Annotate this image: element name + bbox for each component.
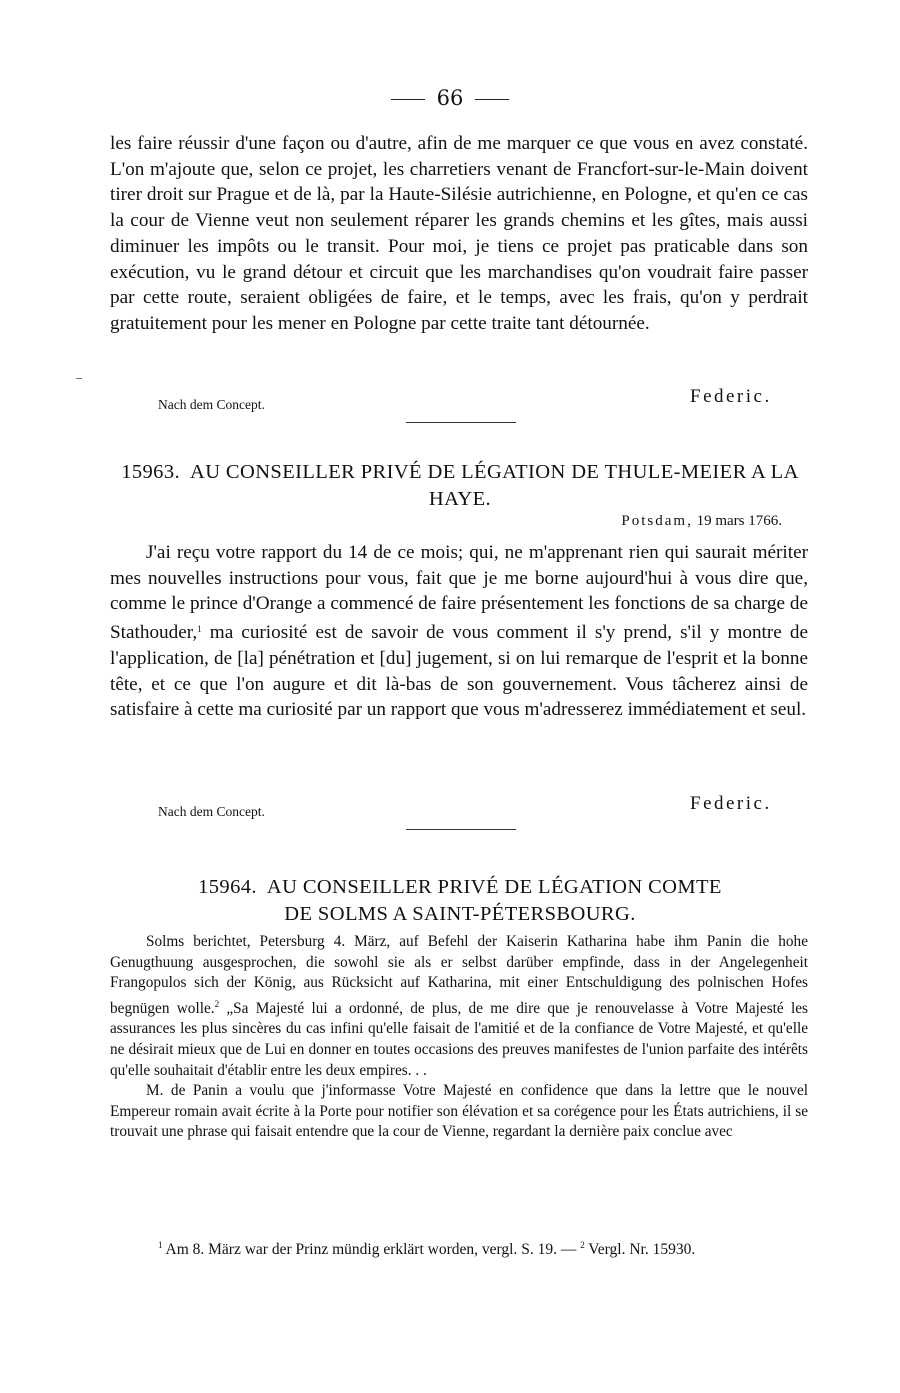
letter1-signature: Federic. bbox=[690, 386, 772, 407]
letter2-heading bbox=[100, 459, 820, 513]
letter3-paragraph-2: M. de Panin a voulu que j'informasse Votre Majesté en confidence que dans la lettre que le nouvel Empereur romain avait écrite à la Porte pour notifier son élévation et sa corégence pour les États autrichiens, il se trouvait une phrase qui faisait entendre que la cour de Vienne, regardant la dernière paix conclue avec bbox=[110, 1082, 808, 1141]
letter1-source-note: Nach dem Concept. bbox=[158, 397, 265, 412]
letter2-title: AU CONSEILLER PRIVÉ DE LÉGATION DE THULE-MEIER A LA HAYE. bbox=[190, 461, 799, 510]
letter2-text-part1: J'ai reçu votre rapport du 14 de ce mois; qui, ne m'apprenant rien qui saurait mériter mes nouvelles instructions pour vous, fait que je me borne aujourd'hui à vous dire que, comme le prince d'Orange a commencé de faire présentement les fonctions de sa charge de Stathouder, bbox=[110, 542, 808, 644]
letter3-summary-paragraph bbox=[110, 932, 808, 1081]
continued-paragraph: les faire réussir d'une façon ou d'autre, afin de me marquer ce que vous en avez constaté. L'on m'ajoute que, selon ce projet, les charretiers venant de Francfort-sur-le-Main doivent tirer droit sur Prague et de là, par la Haute-Silésie autrichienne, en Pologne, et qu'en ce cas la cour de Vienne veut non seulement réparer les grands chemins et les gîtes, mais aussi diminuer les impôts ou le transit. Pour moi, je tiens ce projet pas praticable dans son exécution, vu le grand détour et circuit que les marchandises qu'on voudrait faire passer par cette route, seraient obligées de faire, et le temps, avec les frais, qu'on y perdrait gratuitement pour les mener en Pologne par cette traite tant détournée. bbox=[110, 133, 808, 334]
letter3-number: 15964. bbox=[198, 876, 257, 898]
letter3-summary-part2: „Sa Majesté lui a ordonné, de plus, de me dire que je renouvelasse à Votre Majesté les assurances les plus sincères du cas infini qu'elle faisait de l'amitié et de la confiance de Votre Majesté, et qu'elle ne désirait mieux que de Lui en donner en toutes occasions des preuves manifestes de l'union parfaite des intérêts qu'elle souhaitait d'établir entre les deux empires. . . bbox=[110, 999, 808, 1079]
footnote-ref-1: 1 bbox=[197, 624, 202, 635]
letter2-signature: Federic. bbox=[690, 793, 772, 814]
letter2-date-place: Potsdam, bbox=[621, 513, 693, 529]
letter3-title-line2: DE SOLMS A SAINT-PÉTERSBOURG. bbox=[284, 903, 636, 925]
letter3-heading bbox=[100, 874, 820, 928]
letter2-dateline bbox=[621, 513, 782, 530]
letter2-paragraph bbox=[110, 540, 808, 723]
section-divider-2 bbox=[406, 829, 516, 830]
footnote-1-mark: 1 bbox=[158, 1240, 163, 1250]
footnote-2-mark: 2 bbox=[580, 1240, 585, 1250]
page-number bbox=[0, 86, 900, 110]
letter3-title-line1: AU CONSEILLER PRIVÉ DE LÉGATION COMTE bbox=[266, 876, 722, 898]
section-divider bbox=[406, 422, 516, 423]
letter2-date: 19 mars 1766. bbox=[696, 513, 782, 529]
footnote-ref-2: 2 bbox=[214, 998, 220, 1009]
letter2-source-note: Nach dem Concept. bbox=[158, 804, 265, 819]
margin-mark bbox=[76, 378, 82, 379]
footnote-2-text: Vergl. Nr. 15930. bbox=[584, 1241, 696, 1258]
page-number-dash-left bbox=[391, 99, 425, 100]
continued-letter-text bbox=[110, 131, 808, 337]
letter3-heading-line1 bbox=[100, 874, 820, 901]
footnote-1-text: Am 8. März war der Prinz mündig erklärt worden, vergl. S. 19. — bbox=[162, 1241, 581, 1258]
page-number-dash-right bbox=[475, 99, 509, 100]
footnotes bbox=[110, 1234, 808, 1261]
letter2-body bbox=[110, 540, 808, 723]
page-number-value: 66 bbox=[436, 86, 464, 110]
letter2-number: 15963. bbox=[121, 461, 180, 483]
letter3-summary bbox=[110, 932, 808, 1143]
letter3-summary-part1: Solms berichtet, Petersburg 4. März, auf Befehl der Kaiserin Katharina habe ihm Panin die hohe Genugthuung ausgesprochen, die sowohl sie als er selbst darüber empfinde, dass in der Angelegenheit Frangopulos sich der König, aus Rücksicht auf Katharina, mit einer Entschuldigung des polnischen Hofes begnügen wolle. bbox=[110, 933, 808, 1017]
letter2-text-part2: ma curiosité est de savoir de vous comment il s'y prend, s'il y montre de l'application, de [la] pénétration et [du] jugement, si on lui remarque de l'esprit et la bonne tête, et ce que l'on augure et dit là-bas de son gouvernement. Vous tâcherez ainsi de satisfaire à cette ma curiosité par un rapport que vous m'adresserez immédiatement et seul. bbox=[110, 622, 808, 721]
